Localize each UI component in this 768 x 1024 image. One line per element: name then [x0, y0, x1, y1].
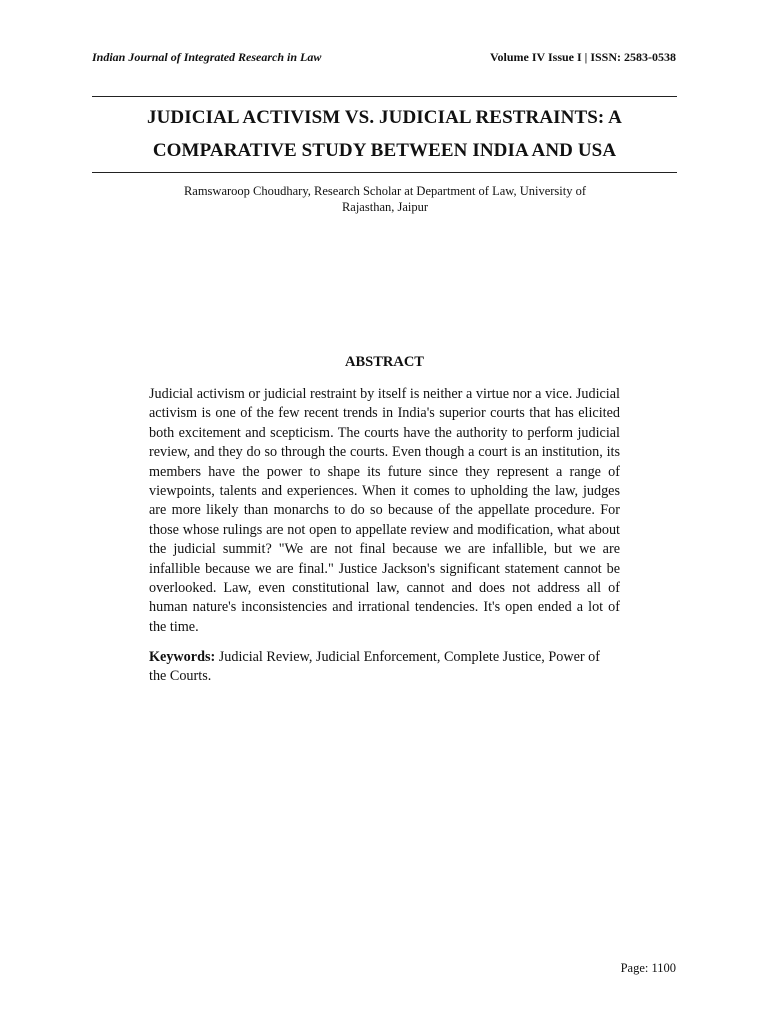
running-header [92, 50, 676, 66]
journal-name: Indian Journal of Integrated Research in Law [92, 50, 322, 64]
title-line-1: JUDICIAL ACTIVISM VS. JUDICIAL RESTRAINTS: A [147, 107, 622, 128]
author-line-2: Rajasthan, Jaipur [341, 200, 429, 214]
title-line-2: COMPARATIVE STUDY BETWEEN INDIA AND USA [152, 140, 617, 161]
keywords-text: Judicial Review, Judicial Enforcement, Complete Justice, Power of the Courts. [149, 649, 601, 685]
author-line-1: Ramswaroop Choudhary, Research Scholar at Department of Law, University of [183, 184, 587, 198]
abstract-heading: ABSTRACT [345, 354, 424, 370]
page-number: Page: 1100 [620, 961, 676, 975]
keywords-label: Keywords: [149, 649, 216, 665]
article-title [92, 101, 677, 167]
title-rule-bottom [92, 172, 677, 173]
abstract-body: Judicial activism or judicial restraint by itself is neither a virtue nor a vice. Judicial activism is one of the few recent trends in India's superior courts that has elicited both excitement and scepticism. The courts have the authority to perform judicial review, and they do so through the courts. Even though a court is an institution, its members have the power to shape its future since they represent a range of viewpoints, talents and experiences. When it comes to upholding the law, judges are more likely than monarchs to do so because of the appellate procedure. For those whose rulings are not open to appellate review and modification, what about the judicial summit? "We are not final because we are infallible, but we are infallible because we are final." Justice Jackson's significant statement cannot be overlooked. Law, even constitutional law, cannot and does not address all of human nature's inconsistencies and irrational tendencies. It's open ended a lot of the time. [149, 386, 620, 635]
author-affiliation [160, 183, 610, 215]
volume-issn: Volume IV Issue I | ISSN: 2583-0538 [489, 50, 676, 64]
title-rule-top [92, 96, 677, 97]
keywords [149, 648, 620, 687]
